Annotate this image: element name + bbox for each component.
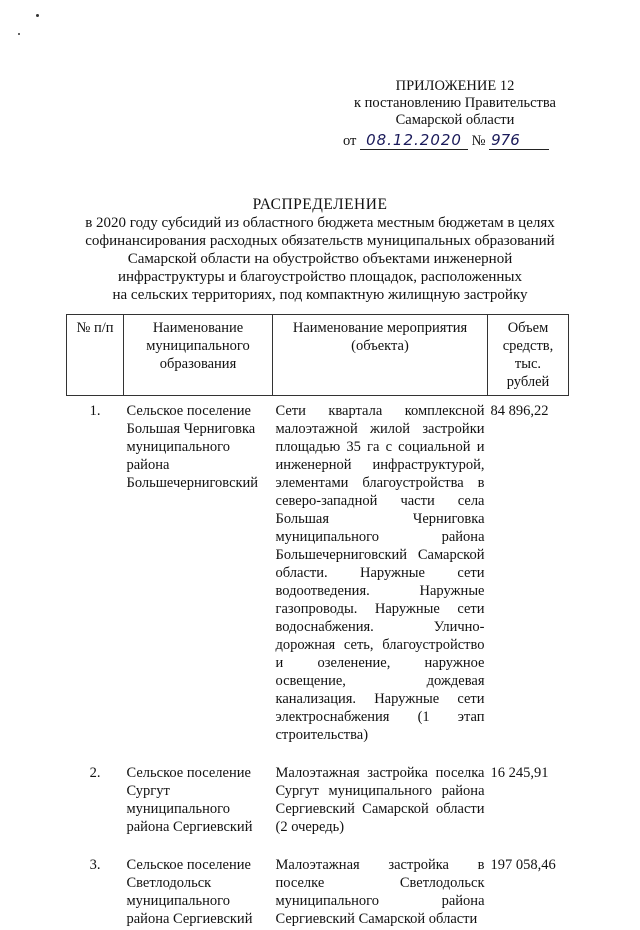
row-project: Сети квартала комплексной малоэтажной жилой застройки площадью 35 га с социальной и инженерной инфраструктурой, элементами благоустройства в северо-западной части села Большая Черниговка муниципального района Большечерниговский Самарской области. Наружные сети водоотведения. Наружные газопроводы. Наружные сети водоснабжения. Улично-дорожная сеть, благоустройство и озеленение, наружное освещение, дождевая канализация. Наружные сети электроснабжения (1 этап строительства) — [275, 403, 485, 743]
title-line-2: софинансирования расходных обязательств муниципальных образований — [85, 233, 555, 249]
table-row — [67, 746, 569, 838]
row-number: 2. — [89, 765, 101, 781]
title-line-5: на сельских территориях, под компактную жилищную застройку — [112, 287, 528, 303]
row-municipality: Сельское поселение Большая Черниговка муниципального района Большечерниговский — [126, 403, 259, 491]
table-row — [67, 396, 569, 747]
header-amount: Объем средств, тыс. рублей — [488, 315, 569, 396]
row-number: 3. — [89, 857, 101, 873]
handwritten-number: 976 — [489, 131, 549, 150]
title-line-4: инфраструктуры и благоустройство площадок, расположенных — [117, 269, 522, 285]
table-row — [67, 838, 569, 930]
title-heading: РАСПРЕДЕЛЕНИЕ — [252, 196, 388, 213]
title-line-3: Самарской области на обустройство объектами инженерной — [127, 251, 513, 267]
title-line-1: в 2020 году субсидий из областного бюджета местным бюджетам в целях — [85, 215, 555, 231]
appendix-block — [330, 78, 580, 129]
subsidy-table — [66, 314, 569, 930]
handwritten-date: 08.12.2020 — [360, 131, 468, 150]
appendix-line-2: Самарской области — [395, 112, 515, 128]
number-sign: № — [471, 133, 486, 149]
row-municipality: Сельское поселение Сургут муниципального района Сергиевский — [126, 765, 253, 835]
document-title — [60, 196, 580, 304]
appendix-date-row — [343, 131, 549, 150]
row-amount: 197 058,46 — [490, 857, 556, 873]
scan-speck — [18, 33, 20, 35]
table-header-row — [67, 315, 569, 396]
row-project: Малоэтажная застройка в поселке Светлодольск муниципального района Сергиевский Самарской области — [275, 857, 485, 927]
row-number: 1. — [89, 403, 101, 419]
header-municipality: Наименование муниципального образования — [124, 315, 273, 396]
date-prefix: от — [343, 133, 357, 149]
header-number: № п/п — [67, 315, 124, 396]
scan-speck — [36, 14, 39, 17]
row-project: Малоэтажная застройка поселка Сургут муниципального района Сергиевский Самарской области (2 очередь) — [275, 765, 485, 835]
row-amount: 16 245,91 — [490, 765, 549, 781]
row-municipality: Сельское поселение Светлодольск муниципального района Сергиевский — [126, 857, 253, 927]
appendix-line-1: к постановлению Правительства — [354, 95, 556, 111]
appendix-title: ПРИЛОЖЕНИЕ 12 — [395, 78, 515, 94]
row-amount: 84 896,22 — [490, 403, 549, 419]
header-project: Наименование мероприятия (объекта) — [273, 315, 488, 396]
